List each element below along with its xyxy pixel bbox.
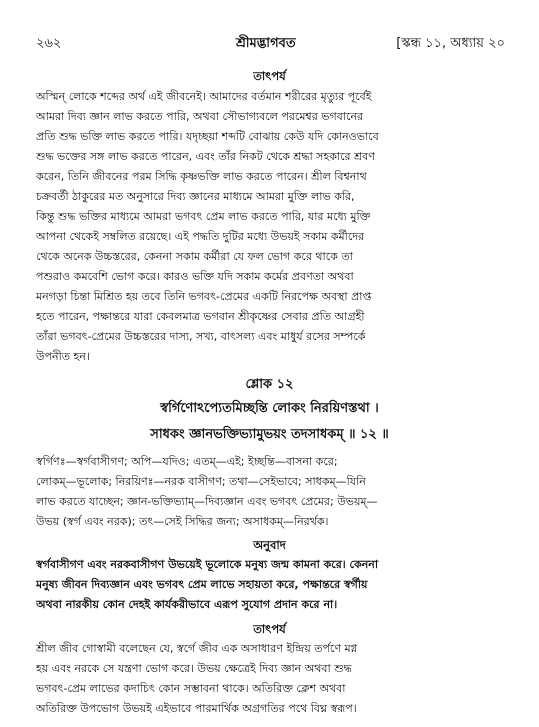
translation-heading: অনুবাদ bbox=[253, 538, 286, 552]
text-line: চক্রবর্তী ঠাকুরের মত অনুসারে দিব্য জ্ঞানের মাধ্যমে আমরা মুক্তি লাভ করি, bbox=[36, 190, 355, 203]
text-line: হয় এবং নরকে সে যন্ত্রণা ভোগ করে। উভয় ক্ষেত্রেই দিব্য জ্ঞান অথবা শুদ্ধ bbox=[36, 662, 352, 675]
text-line: হতে পারেন, পক্ষান্তরে যারা কেবলমাত্র ভগবান শ্রীকৃষ্ণের সেবার প্রতি আগ্রহী bbox=[36, 310, 365, 323]
synonyms bbox=[36, 452, 503, 532]
synonym-line: লোকম্—ভূলোক; নিরয়িণঃ—নরক বাসীগণ; তথা—সেইভাবে; সাধকম্—যিনি bbox=[36, 475, 366, 488]
text-line: থেকে অনেক উচ্চস্তরের, কেননা সকাম কর্মীরা যে ফল ভোগ করে থাকে তা bbox=[36, 250, 353, 263]
text-line: মনগড়া চিন্তা মিশ্রিত হয় তবে তিনি ভগবৎ-প্রেমের একটি নিরপেক্ষ অবস্থা প্রাপ্ত bbox=[36, 290, 372, 303]
text-line: আমরা দিব্য জ্ঞান লাভ করতে পারি, অথবা সৌভাগ্যবলে পরমেশ্বর ভগবানের bbox=[36, 110, 364, 123]
text-line: প্রতি শুদ্ধ ভক্তি লাভ করতে পারি। যদৃচ্ছয়া শব্দটি বোঝায় কেউ যদি কোনওভাবে bbox=[36, 130, 379, 143]
text-line: পশুরাও কমবেশি ভোগ করে। কারও ভক্তি যদি সকাম কর্মের প্রবণতা অথবা bbox=[36, 270, 354, 283]
verse-heading: শ্লোক ১২ bbox=[245, 377, 294, 392]
text-line: তাঁরা ভগবৎ-প্রেমের উচ্চস্তরের দাস্য, সখ্য, বাৎসল্য এবং মাধুর্য রসের সম্পর্কে bbox=[36, 330, 366, 343]
purport-heading: তাৎপর্য bbox=[253, 69, 286, 83]
page-number: ২৬২ bbox=[36, 36, 62, 51]
text-line: শ্রীল জীব গোস্বামী বলেছেন যে, স্বর্গে জীব এক অসাধারণ ইন্দ্রিয় তর্পণে মগ্ন bbox=[36, 642, 358, 655]
text-line: ভগবৎ-প্রেম লাভের কদাচিৎ কোন সম্ভাবনা থাকে। অতিরিক্ত ক্লেশ অথবা bbox=[36, 682, 346, 695]
translation-line: অথবা নারকীয় কোন দেহই কার্যকরীভাবে এরূপ সুযোগ প্রদান করে না। bbox=[36, 598, 338, 611]
text-line: অতিরিক্ত উপভোগ উভয়ই এইভাবে পারমার্থিক অগ্রগতির পথে বিঘ্ন স্বরূপ। bbox=[36, 702, 357, 715]
text-line: শুদ্ধ ভক্তের সঙ্গ লাভ করতে পারেন, এবং তাঁর নিকট থেকে শ্রদ্ধা সহকারে শ্রবণ bbox=[36, 150, 375, 163]
synonym-line: লাভ করতে যাচ্ছেন; জ্ঞান-ভক্তিভ্যাম্—দিব্যজ্ঞান এবং ভগবৎ প্রেমের; উভয়ম্— bbox=[36, 495, 378, 508]
chapter-location: [স্কন্ধ ১১, অধ্যায় ২০ bbox=[396, 36, 505, 51]
translation-line: স্বর্গবাসীগণ এবং নরকবাসীগণ উভয়েই ভূলোকে মনুষ্য জন্ম কামনা করে। কেননা bbox=[36, 558, 379, 571]
synonym-line: স্বর্গিণঃ—স্বর্গবাসীগণ; অপি—যদিও; এতম্—এই; ইচ্ছন্তি—বাসনা করে; bbox=[36, 455, 338, 468]
purport-heading: তাৎপর্য bbox=[253, 622, 286, 636]
text-line: করেন, তিনি জীবনের পরম সিদ্ধি কৃষ্ণভক্তি লাভ করতে পারেন। শ্রীল বিশ্বনাথ bbox=[36, 170, 367, 183]
purport-text bbox=[36, 639, 503, 719]
text-line: উপনীত হন। bbox=[36, 350, 90, 363]
verse-line: স্বর্গিণোঽপ্যেতমিচ্ছন্তি লোকং নিরয়িণস্তথা । bbox=[160, 401, 379, 416]
text-line: আপনা থেকেই সম্বলিত রয়েছে। এই পদ্ধতি দুটির মধ্যে উভয়ই সকাম কর্মীদের bbox=[36, 230, 365, 243]
text-line: অস্মিন্ লোকে শব্দের অর্থ এই জীবনেই। আমাদের বর্তমান শরীরের মৃত্যুর পূর্বেই bbox=[36, 90, 372, 103]
synonym-line: উভয় (স্বর্গ এবং নরক); তৎ—সেই সিদ্ধির জন্য; অসাধকম্—নিরর্থক। bbox=[36, 515, 329, 528]
text-line: কিন্তু শুদ্ধ ভক্তির মাধ্যমে আমরা ভগবৎ প্রেম লাভ করতে পারি, যার মধ্যে মুক্তি bbox=[36, 210, 371, 223]
running-header bbox=[36, 34, 505, 52]
purport-text bbox=[36, 87, 503, 367]
translation-line: মনুষ্য জীবন দিব্যজ্ঞান এবং ভগবৎ প্রেম লাভে সহায়তা করে, পক্ষান্তরে স্বর্গীয় bbox=[36, 578, 368, 591]
translation-text bbox=[36, 555, 503, 615]
book-title: শ্রীমদ্ভাগবত bbox=[236, 36, 296, 51]
verse-line: সাধকং জ্ঞানভক্তিভ্যামুভয়ং তদসাধকম্ ॥ ১২ ॥ bbox=[150, 427, 389, 442]
